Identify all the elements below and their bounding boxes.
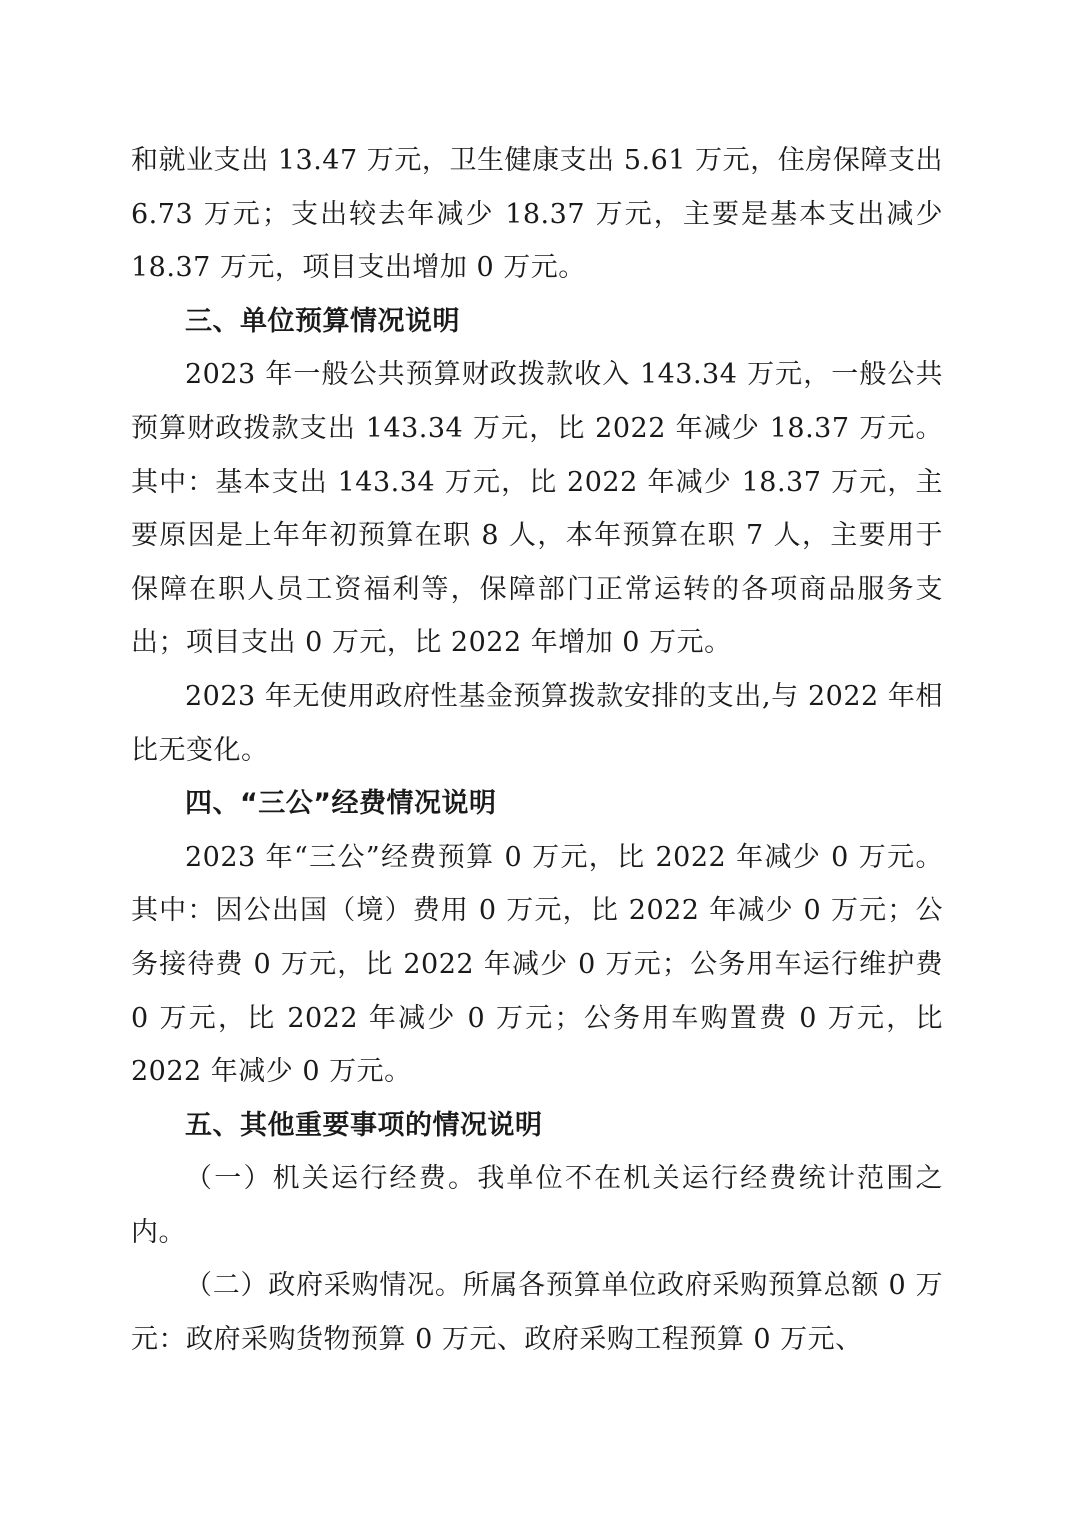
paragraph-government-fund: 2023 年无使用政府性基金预算拨款安排的支出,与 2022 年相比无变化。	[131, 680, 943, 766]
heading-unit-budget: 三、单位预算情况说明	[185, 305, 460, 337]
paragraph-general-budget: 2023 年一般公共预算财政拨款收入 143.34 万元，一般公共预算财政拨款支出 143.34 万元，比 2022 年减少 18.37 万元。其中：基本支出 143.34 万元，比 2022 年减少 18.37 万元，主要原因是上年年初预算在职 8 人，本年预算在职 7 人，主要用于保障在职人员工资福利等，保障部门正常运转的各项商品服务支出；项目支出 0 万元，比 2022 年增加 0 万元。	[131, 359, 943, 659]
paragraph-agency-operating-funds: （一）机关运行经费。我单位不在机关运行经费统计范围之内。	[131, 1163, 943, 1248]
document-body	[131, 134, 943, 1367]
paragraph-government-procurement: （二）政府采购情况。所属各预算单位政府采购预算总额 0 万元：政府采购货物预算 0 万元、政府采购工程预算 0 万元、	[131, 1270, 943, 1356]
paragraph-employment-health-housing: 和就业支出 13.47 万元，卫生健康支出 5.61 万元，住房保障支出 6.73 万元；支出较去年减少 18.37 万元，主要是基本支出减少 18.37 万元，项目支出增加 0 万元。	[131, 145, 943, 284]
heading-three-public-expenses: 四、“三公”经费情况说明	[185, 788, 497, 820]
paragraph-three-public-expenses: 2023 年“三公”经费预算 0 万元，比 2022 年减少 0 万元。其中：因公出国（境）费用 0 万元，比 2022 年减少 0 万元；公务接待费 0 万元，比 2022 年减少 0 万元；公务用车运行维护费 0 万元，比 2022 年减少 0 万元；公务用车购置费 0 万元，比 2022 年减少 0 万元。	[131, 841, 943, 1088]
heading-other-important-matters: 五、其他重要事项的情况说明	[185, 1109, 543, 1141]
